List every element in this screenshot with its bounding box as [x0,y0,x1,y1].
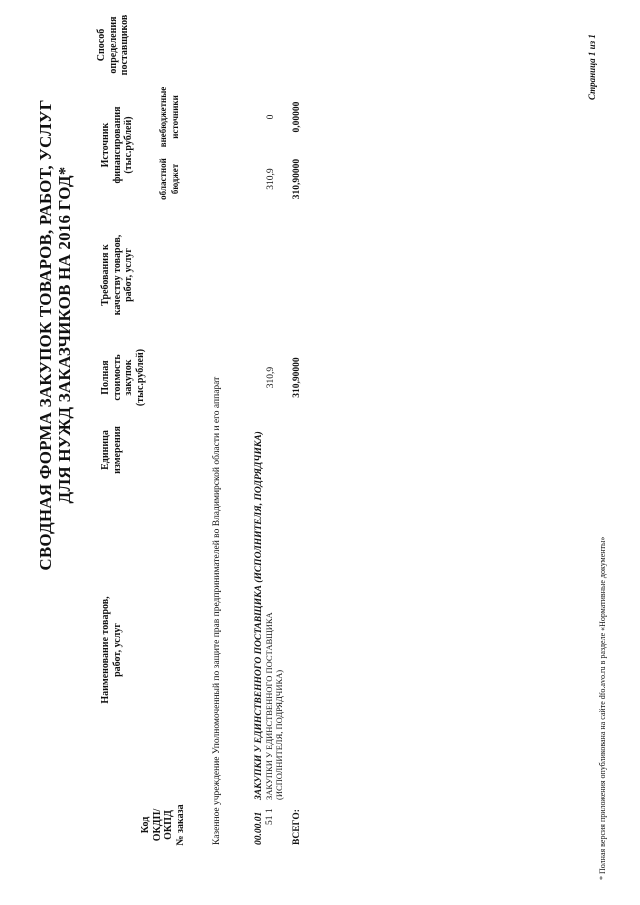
total-cost: 310,90000 [292,357,302,398]
header-cost: Полная стоимость закупок (тыс.рублей) [100,348,146,407]
document-title [36,75,74,595]
header-method: Способ определения поставщиков [96,14,130,76]
header-name: Наименование товаров, работ, услуг [100,596,123,704]
customer-name: Казенное учреждение Уполномоченный по защите прав предпринимателей во Владимирской области и его аппарат [212,376,222,845]
header-code: Код ОКДП/ ОКПД № заказа [140,804,186,846]
total-regional: 310,90000 [292,158,302,200]
header-requirements: Требования к качеству товаров, работ, услуг [100,234,134,316]
page-number: Страница 1 из 1 [587,34,597,100]
row-code: 51 1 [265,808,275,825]
row-extrabudget: 0 [266,114,276,120]
total-extrabudget: 0,00000 [292,101,302,133]
row-cost: 310,9 [266,366,276,389]
section-code: 00.00.01 [254,811,264,845]
header-source-extrabudget: внебюджетные источники [158,86,180,148]
row-name: ЗАКУПКИ У ЕДИНСТВЕННОГО ПОСТАВЩИКА (ИСПОЛНИТЕЛЯ, ПОДРЯДЧИКА) [264,612,284,800]
title-line-2: ДЛЯ НУЖД ЗАКАЗЧИКОВ НА 2016 ГОД* [55,166,74,504]
header-source: Источник финансирования (тыс.рублей) [100,106,134,184]
row-regional: 310,9 [266,168,276,190]
total-label: ВСЕГО: [292,809,302,845]
section-name: ЗАКУПКИ У ЕДИНСТВЕННОГО ПОСТАВЩИКА (ИСПОЛНИТЕЛЯ, ПОДРЯДЧИКА) [254,431,264,800]
footnote: * Полная версия приложения опубликована на сайте dfo.avo.ru в разделе «Нормативные документы» [598,536,607,880]
header-source-regional: областной бюджет [158,158,180,200]
title-line-1: СВОДНАЯ ФОРМА ЗАКУПОК ТОВАРОВ, РАБОТ, УСЛУГ [36,99,55,571]
header-unit: Единица измерения [100,426,123,474]
